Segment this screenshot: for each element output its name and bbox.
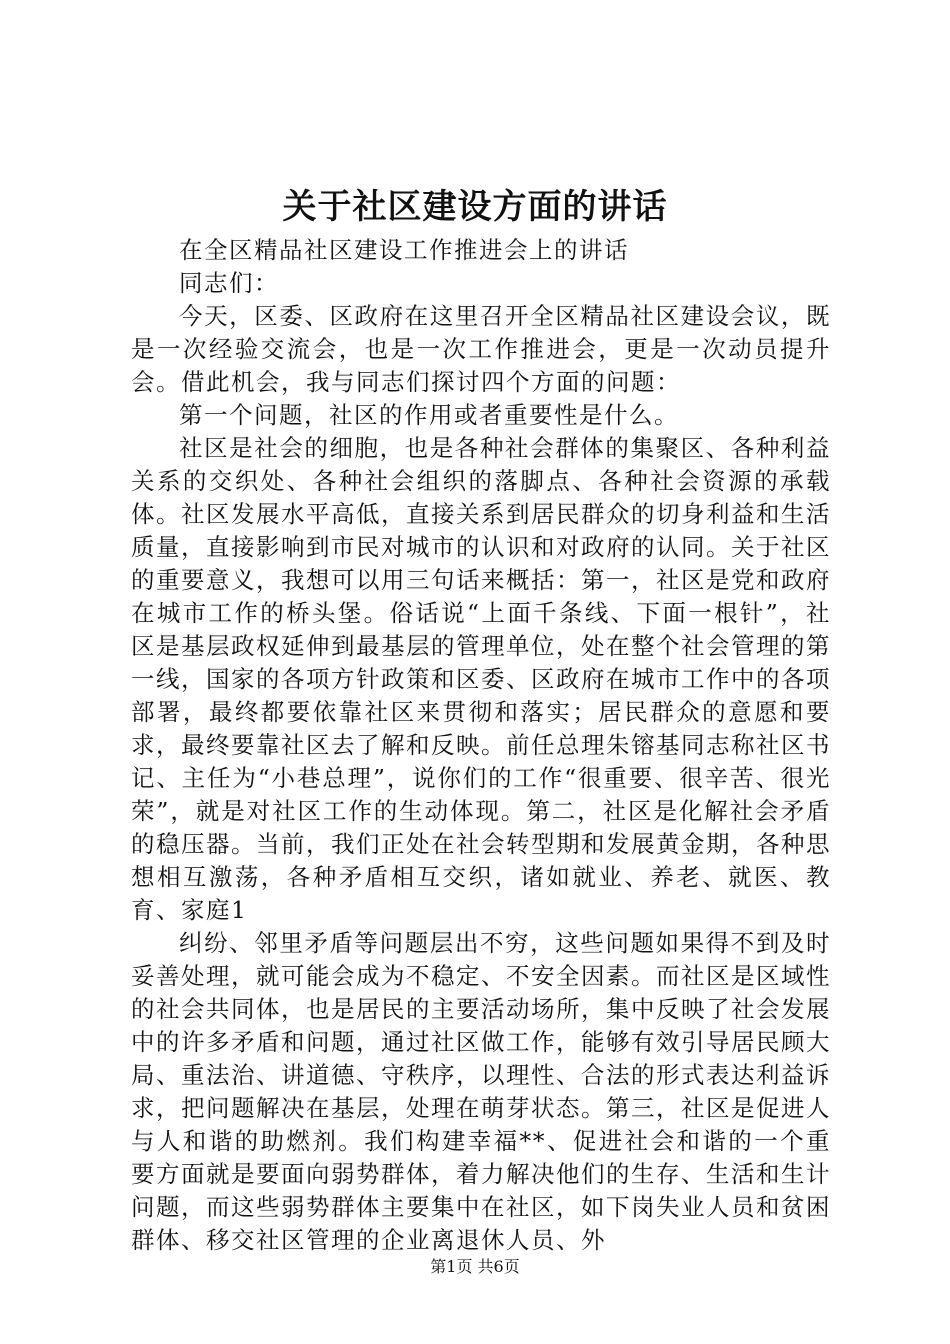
document-title: 关于社区建设方面的讲话	[282, 187, 668, 227]
page-footer: 第1页 共6页	[430, 1257, 520, 1276]
paragraph-continued: 纠纷、邻里矛盾等问题层出不穷，这些问题如果得不到及时妥善处理，就可能会成为不稳定、不安全因素。而社区是区域性的社会共同体，也是居民的主要活动场所，集中反映了社会发展中的许多矛盾和问题，通过社区做工作，能够有效引导居民顾大局、重法治、讲道德、守秩序，以理性、合法的形式表达利益诉求，把问题解决在基层，处理在萌芽状态。第三，社区是促进人与人和谐的助燃剂。我们构建幸福**、促进社会和谐的一个重要方面就是要面向弱势群体，着力解决他们的生存、生活和生计问题，而这些弱势群体主要集中在社区，如下岗失业人员和贫困群体、移交社区管理的企业离退休人员、外	[131, 929, 831, 1254]
paragraph-subtitle: 在全区精品社区建设工作推进会上的讲话	[179, 236, 629, 264]
document-body	[131, 234, 831, 1257]
paragraph-opening: 今天，区委、区政府在这里召开全区精品社区建设会议，既是一次经验交流会，也是一次工作推进会，更是一次动员提升会。借此机会，我与同志们探讨四个方面的问题：	[131, 302, 831, 396]
paragraph-question-one: 第一个问题，社区的作用或者重要性是什么。	[179, 401, 679, 429]
paragraph-salutation: 同志们：	[179, 269, 279, 297]
paragraph-community-role: 社区是社会的细胞，也是各种社会群体的集聚区、各种利益关系的交织处、各种社会组织的落脚点、各种社会资源的承载体。社区发展水平高低，直接关系到居民群众的切身利益和生活质量，直接影响到市民对城市的认识和对政府的认同。关于社区的重要意义，我想可以用三句话来概括：第一，社区是党和政府在城市工作的桥头堡。俗话说“上面千条线、下面一根针”，社区是基层政权延伸到最基层的管理单位，处在整个社会管理的第一线，国家的各项方针政策和区委、区政府在城市工作中的各项部署，最终都要依靠社区来贯彻和落实；居民群众的意愿和要求，最终要靠社区去了解和反映。前任总理朱镕基同志称社区书记、主任为“小巷总理”，说你们的工作“很重要、很辛苦、很光荣”，就是对社区工作的生动体现。第二，社区是化解社会矛盾的稳压器。当前，我们正处在社会转型期和发展黄金期，各种思想相互激荡，各种矛盾相互交织，诸如就业、养老、就医、教育、家庭1	[131, 434, 831, 924]
